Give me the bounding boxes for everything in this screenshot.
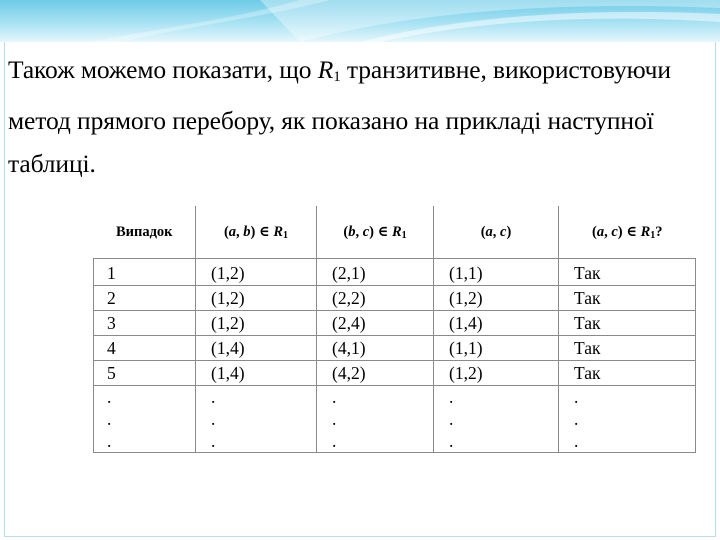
header-ab xyxy=(196,206,317,259)
cell-result: Так xyxy=(559,336,696,361)
cell-ac: (1,1) xyxy=(434,259,559,286)
cell-result: Так xyxy=(559,361,696,386)
table-row xyxy=(94,336,696,361)
table-row xyxy=(94,286,696,311)
header-bc xyxy=(317,206,434,259)
table-row xyxy=(94,259,696,286)
header-case-label: Випадок xyxy=(115,223,173,240)
header-case xyxy=(94,206,196,259)
table-row xyxy=(94,361,696,386)
cell-bc: (4,1) xyxy=(317,336,434,361)
cell-case: 2 xyxy=(94,286,196,311)
intro-paragraph xyxy=(8,48,714,185)
table-row-ellipsis xyxy=(94,408,696,430)
decorative-header-band xyxy=(0,0,720,42)
cell-ac: (1,2) xyxy=(434,361,559,386)
cell-ellipsis: . xyxy=(559,408,696,430)
header-ac xyxy=(434,206,559,259)
cell-ab: (1,4) xyxy=(196,361,317,386)
table-row xyxy=(94,311,696,336)
cell-ellipsis: . xyxy=(317,386,434,409)
header-ab-label: (a, b) ∈ R xyxy=(223,224,284,240)
cell-ellipsis: . xyxy=(434,408,559,430)
header-ac-in-r-question: ? xyxy=(655,224,663,240)
header-ac-in-r xyxy=(559,206,696,259)
cell-result: Так xyxy=(559,259,696,286)
paragraph-text-2: транзитивне, використовуючи метод прямого перебору, як показано на прикладі наступної таблиці. xyxy=(8,55,671,178)
header-bc-sub: 1 xyxy=(401,230,407,241)
header-ac-in-r-sub: 1 xyxy=(650,230,656,241)
cell-case: 3 xyxy=(94,311,196,336)
relation-subscript: 1 xyxy=(333,69,341,85)
cell-case: 1 xyxy=(94,259,196,286)
cell-ellipsis: . xyxy=(317,408,434,430)
cell-ellipsis: . xyxy=(559,430,696,453)
header-ab-sub: 1 xyxy=(283,230,289,241)
cell-ellipsis: . xyxy=(196,430,317,453)
cell-ab: (1,2) xyxy=(196,286,317,311)
cell-result: Так xyxy=(559,311,696,336)
cell-bc: (4,2) xyxy=(317,361,434,386)
frame-left-line xyxy=(4,42,5,536)
wave-decoration xyxy=(0,0,720,42)
cell-ellipsis: . xyxy=(434,386,559,409)
cell-ellipsis: . xyxy=(94,386,196,409)
cell-ac: (1,4) xyxy=(434,311,559,336)
table-header-row xyxy=(94,206,696,259)
cell-ab: (1,4) xyxy=(196,336,317,361)
header-ac-label: (a, c) xyxy=(480,223,512,240)
cell-ac: (1,1) xyxy=(434,336,559,361)
frame-right-line xyxy=(715,42,716,536)
relation-symbol: R xyxy=(317,55,334,84)
cell-case: 5 xyxy=(94,361,196,386)
header-ac-in-r-label: (a, c) ∈ R xyxy=(591,224,651,240)
table-row-ellipsis xyxy=(94,430,696,453)
header-bc-label: (b, c) ∈ R xyxy=(343,224,402,240)
cell-ab: (1,2) xyxy=(196,259,317,286)
cell-ellipsis: . xyxy=(196,386,317,409)
cell-ellipsis: . xyxy=(196,408,317,430)
table-row-ellipsis xyxy=(94,386,696,409)
cell-bc: (2,1) xyxy=(317,259,434,286)
cell-case: 4 xyxy=(94,336,196,361)
cell-bc: (2,4) xyxy=(317,311,434,336)
cell-ellipsis: . xyxy=(317,430,434,453)
frame-bottom-line xyxy=(4,536,716,537)
cell-ab: (1,2) xyxy=(196,311,317,336)
cell-ellipsis: . xyxy=(94,430,196,453)
paragraph-text-1: Також можемо показати, що xyxy=(8,55,318,84)
cell-ellipsis: . xyxy=(434,430,559,453)
cell-ellipsis: . xyxy=(559,386,696,409)
table-body xyxy=(94,259,696,453)
cell-ac: (1,2) xyxy=(434,286,559,311)
cell-result: Так xyxy=(559,286,696,311)
cell-ellipsis: . xyxy=(94,408,196,430)
transitivity-table xyxy=(93,206,696,453)
cell-bc: (2,2) xyxy=(317,286,434,311)
